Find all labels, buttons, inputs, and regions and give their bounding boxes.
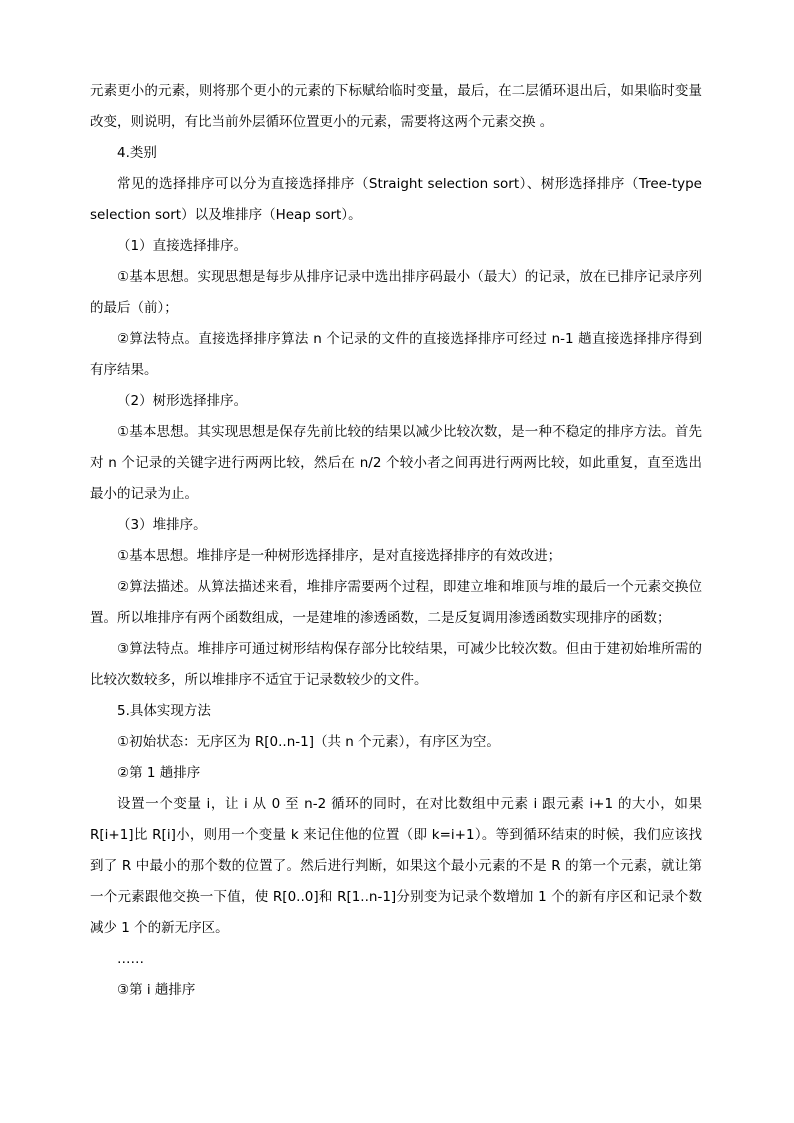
heading-4-categories: 4.类别	[117, 145, 157, 161]
subheading-tree-selection-sort: （2）树形选择排序。	[117, 393, 248, 409]
paragraph-direct-features: ②算法特点。直接选择排序算法 n 个记录的文件的直接选择排序可经过 n-1 趟直接选择排序得到有序结果。	[90, 331, 702, 378]
paragraph-pass-1-description: 设置一个变量 i，让 i 从 0 至 n-2 循环的同时，在对比数组中元素 i 跟元素 i+1 的大小，如果 R[i+1]比 R[i]小，则用一个变量 k 来记住他的位置（即 k=i+1）。等到循环结束的时候，我们应该找到了 R 中最小的那个数的位置了。然后进行判断，如果这个最小元素的不是 R 的第一个元素，就让第一个元素跟他交换一下值，使 R[0..0]和 R[1..n-1]分别变为记录个数增加 1 个的新有序区和记录个数减少 1 个的新无序区。	[90, 796, 702, 936]
paragraph-heap-description: ②算法描述。从算法描述来看，堆排序需要两个过程，即建立堆和堆顶与堆的最后一个元素交换位置。所以堆排序有两个函数组成，一是建堆的渗透函数，二是反复调用渗透函数实现排序的函数；	[90, 579, 702, 626]
paragraph-initial-state: ①初始状态：无序区为 R[0..n-1]（共 n 个元素），有序区为空。	[117, 734, 500, 750]
heading-5-implementation: 5.具体实现方法	[117, 703, 211, 719]
ellipsis: ……	[117, 951, 144, 967]
paragraph-selection-loop-end: 元素更小的元素，则将那个更小的元素的下标赋给临时变量，最后，在二层循环退出后，如果临时变量改变，则说明，有比当前外层循环位置更小的元素，需要将这两个元素交换 。	[90, 83, 702, 130]
paragraph-common-selection-sorts: 常见的选择排序可以分为直接选择排序（Straight selection sort）、树形选择排序（Tree-type selection sort）以及堆排序（Heap sort）。	[90, 176, 702, 223]
paragraph-tree-basic-idea: ①基本思想。其实现思想是保存先前比较的结果以减少比较次数，是一种不稳定的排序方法。首先对 n 个记录的关键字进行两两比较，然后在 n/2 个较小者之间再进行两两比较，如此重复，直至选出最小的记录为止。	[90, 424, 702, 502]
paragraph-heap-basic-idea: ①基本思想。堆排序是一种树形选择排序，是对直接选择排序的有效改进；	[117, 548, 562, 564]
subheading-pass-1: ②第 1 趟排序	[117, 765, 201, 781]
subheading-pass-i: ③第 i 趟排序	[117, 982, 196, 998]
paragraph-heap-features: ③算法特点。堆排序可通过树形结构保存部分比较结果，可减少比较次数。但由于建初始堆所需的比较次数较多，所以堆排序不适宜于记录数较少的文件。	[90, 641, 702, 688]
subheading-direct-selection-sort: （1）直接选择排序。	[117, 238, 248, 254]
paragraph-direct-basic-idea: ①基本思想。实现思想是每步从排序记录中选出排序码最小（最大）的记录，放在已排序记录序列的最后（前）；	[90, 269, 702, 316]
subheading-heap-sort: （3）堆排序。	[117, 517, 207, 533]
